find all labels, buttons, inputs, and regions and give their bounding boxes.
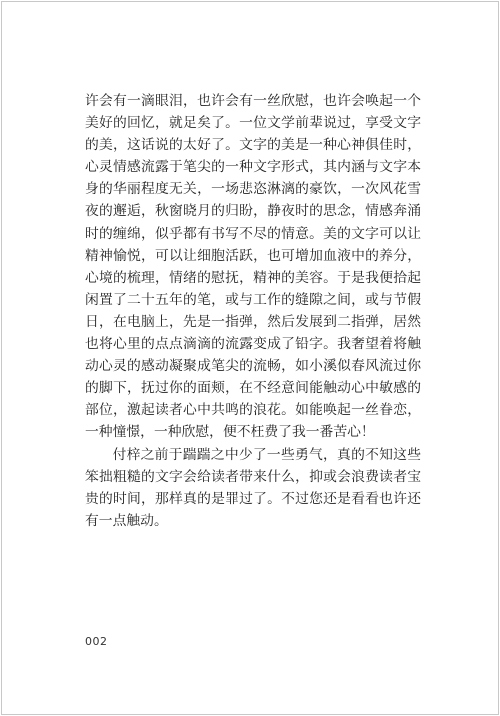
- page-number: 002: [85, 635, 108, 648]
- paragraph-2: 付梓之前于踹踹之中少了一些勇气，真的不知这些笨拙粗糙的文字会给读者带来什么，抑或会浪费读者宝贵的时间，那样真的是罪过了。不过您还是看看也许还有一点触动。: [85, 446, 421, 529]
- page-body: [85, 90, 421, 532]
- book-page: [1, 1, 499, 715]
- paragraph-1: 许会有一滴眼泪，也许会有一丝欣慰，也许会唤起一个美好的回忆，就足矣了。一位文学前辈说过，享受文字的美，这话说的太好了。文字的美是一种心神俱佳时，心灵情感流露于笔尖的一种文字形式，其内涵与文字本身的华丽程度无关，一场悲恣淋漓的豪饮，一次风花雪夜的邂逅，秋窗晓月的归盼，静夜时的思念，情感奔涌时的缠绵，似乎都有书写不尽的情意。美的文字可以让精神愉悦，可以让细胞活跃，也可增加血液中的养分，心境的梳理，情绪的慰抚，精神的美容。于是我便拾起闲置了二十五年的笔，或与工作的缝隙之间，或与节假日，在电脑上，先是一指弹，然后发展到二指弹，居然也将心里的点点滴滴的流露变成了铅字。我奢望着将触动心灵的感动凝聚成笔尖的流畅，如小溪似春风流过你的脚下，抚过你的面颊，在不经意间能触动心中敏感的部位，激起读者心中共鸣的浪花。如能唤起一丝眷恋，一种憧憬，一种欣慰，便不枉费了我一番苦心！: [85, 93, 421, 441]
